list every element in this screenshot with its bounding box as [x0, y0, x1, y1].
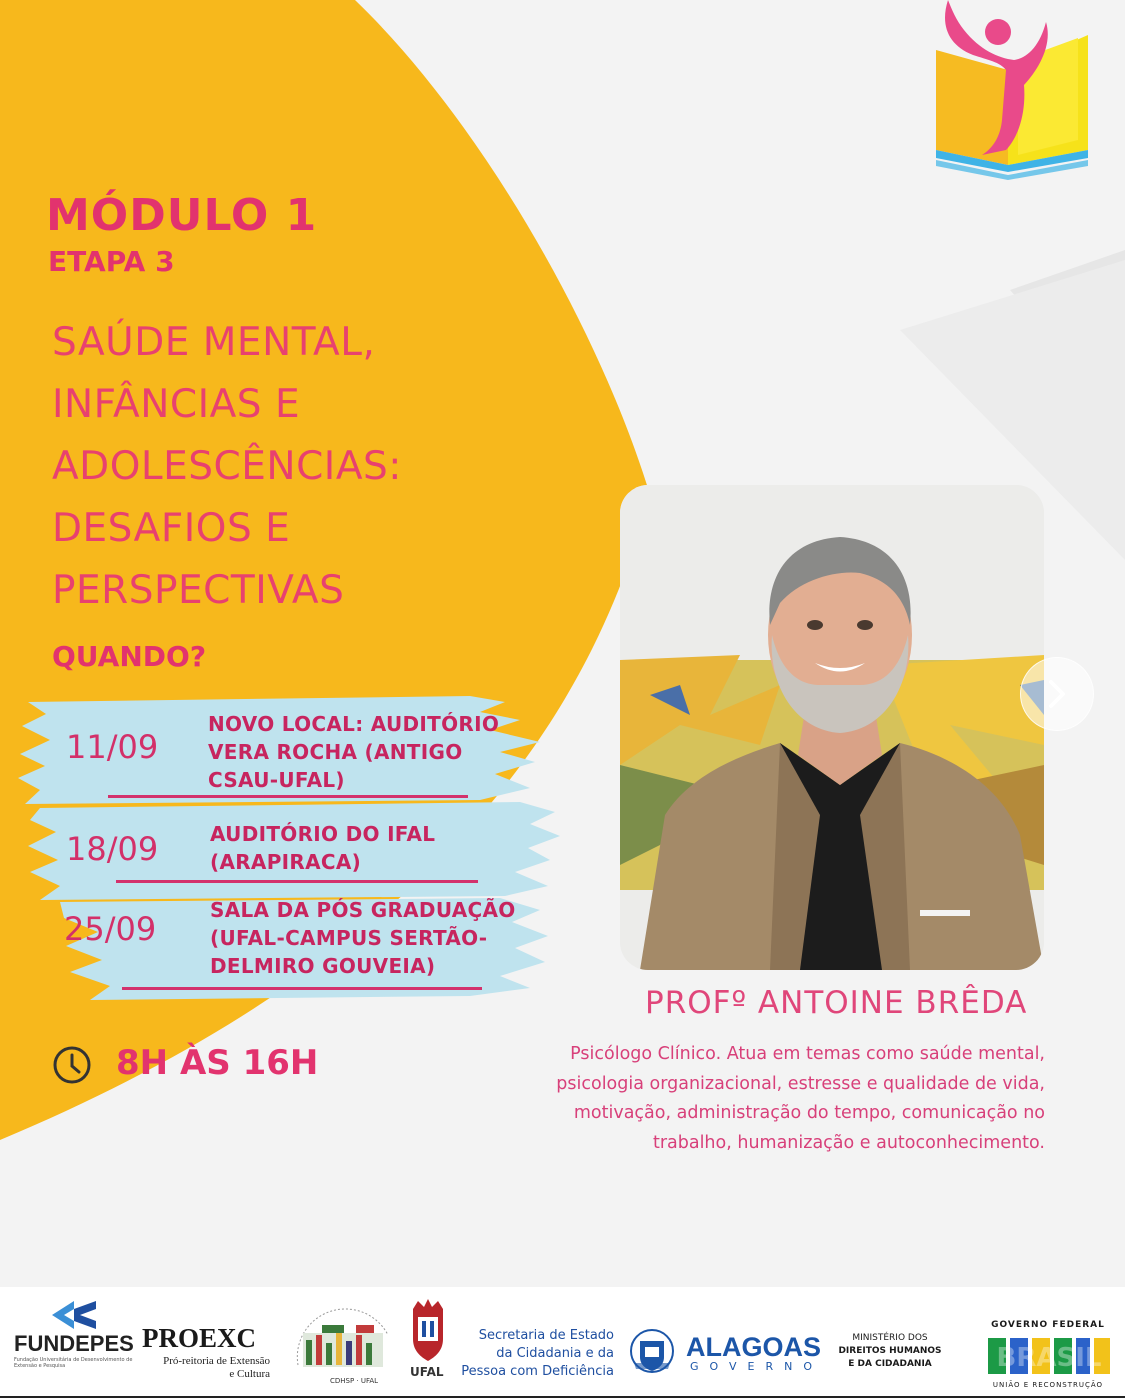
- location-line: DELMIRO GOUVEIA): [210, 954, 436, 978]
- location-line: VERA ROCHA (ANTIGO: [208, 740, 463, 764]
- divider: [116, 880, 478, 883]
- ministerio-line: MINISTÉRIO DOS: [852, 1333, 928, 1343]
- theme-line: SAÚDE MENTAL,: [52, 320, 376, 365]
- brasil-wordmark: [986, 1334, 1112, 1378]
- theme-line: INFÂNCIAS E: [52, 382, 301, 427]
- fundepes-mark-icon: [44, 1299, 104, 1331]
- secretaria-logo: [458, 1327, 614, 1381]
- carousel-next-button[interactable]: [1020, 657, 1094, 731]
- divider: [122, 987, 482, 990]
- session-location: [210, 820, 435, 876]
- speaker-portrait: [620, 485, 1044, 970]
- session-location: [208, 710, 499, 794]
- proexc-subtitle-line: Pró-reitoria de Extensão: [163, 1355, 270, 1367]
- location-line: NOVO LOCAL: AUDITÓRIO: [208, 712, 500, 736]
- fundepes-subtitle: Fundação Universitária de Desenvolvimento de Extensão e Pesquisa: [14, 1357, 133, 1369]
- ufal-shield-icon: [410, 1299, 446, 1363]
- location-line: AUDITÓRIO DO IFAL: [210, 822, 436, 846]
- cdhsp-seal-icon: [288, 1295, 398, 1375]
- alagoas-name: ALAGOAS: [686, 1332, 821, 1362]
- theme-line: ADOLESCÊNCIAS:: [52, 444, 402, 489]
- cdhsp-label: CDHSP · UFAL: [330, 1377, 379, 1385]
- module-title: MÓDULO 1: [46, 190, 318, 241]
- event-theme: [52, 312, 492, 622]
- footer-divider: [0, 1396, 1125, 1398]
- alagoas-crest-icon: [628, 1327, 676, 1377]
- ufal-label: UFAL: [410, 1365, 444, 1379]
- proexc-subtitle-line: e Cultura: [229, 1368, 270, 1380]
- book-person-logo-icon: [928, 0, 1098, 180]
- session-date: 11/09: [66, 728, 159, 766]
- schedule-heading: QUANDO?: [52, 640, 207, 673]
- location-line: SALA DA PÓS GRADUAÇÃO: [210, 898, 516, 922]
- theme-line: DESAFIOS E: [52, 506, 291, 551]
- secretaria-line: Secretaria de Estado: [478, 1328, 614, 1343]
- location-line: (ARAPIRACA): [210, 850, 362, 874]
- proexc-subtitle: [148, 1355, 270, 1381]
- speaker-name: PROFº ANTOINE BRÊDA: [645, 985, 1028, 1021]
- location-line: (UFAL-CAMPUS SERTÃO-: [210, 926, 488, 950]
- governo-federal-bottom: UNIÃO E RECONSTRUÇÃO: [992, 1381, 1104, 1389]
- clock-icon: [52, 1045, 92, 1085]
- bio-line: psicologia organizacional, estresse e qualidade de vida,: [556, 1073, 1045, 1094]
- secretaria-line: da Cidadania e da: [496, 1346, 614, 1361]
- secretaria-line: Pessoa com Deficiência: [461, 1364, 614, 1379]
- proexc-name: PROEXC: [142, 1323, 256, 1353]
- session-date: 25/09: [64, 910, 157, 948]
- module-stage: ETAPA 3: [48, 245, 175, 278]
- ministerio-line: E DA CIDADANIA: [848, 1359, 932, 1369]
- theme-line: PERSPECTIVAS: [52, 568, 345, 613]
- divider: [108, 795, 468, 798]
- fundepes-name: FUNDEPES: [14, 1331, 134, 1356]
- brasil-word: BRASIL: [996, 1343, 1102, 1373]
- location-line: CSAU-UFAL): [208, 768, 345, 792]
- alagoas-subtitle: GOVERNO: [690, 1360, 823, 1373]
- session-date: 18/09: [66, 830, 159, 868]
- sponsor-footer: [0, 1287, 1125, 1400]
- chevron-right-icon: [1043, 678, 1071, 710]
- governo-federal-top: GOVERNO FEDERAL: [991, 1320, 1105, 1330]
- event-hours: 8H ÀS 16H: [116, 1043, 319, 1083]
- ministerio-line: DIREITOS HUMANOS: [838, 1346, 942, 1356]
- bio-line: trabalho, humanização e autoconhecimento.: [652, 1132, 1045, 1153]
- speaker-photo: [620, 485, 1044, 970]
- ministerio-logo: [828, 1332, 952, 1371]
- bio-line: motivação, administração do tempo, comunicação no: [573, 1103, 1045, 1123]
- speaker-bio: [540, 1040, 1045, 1158]
- session-location: [210, 896, 516, 980]
- bio-line: Psicólogo Clínico. Atua em temas como saúde mental,: [570, 1044, 1045, 1064]
